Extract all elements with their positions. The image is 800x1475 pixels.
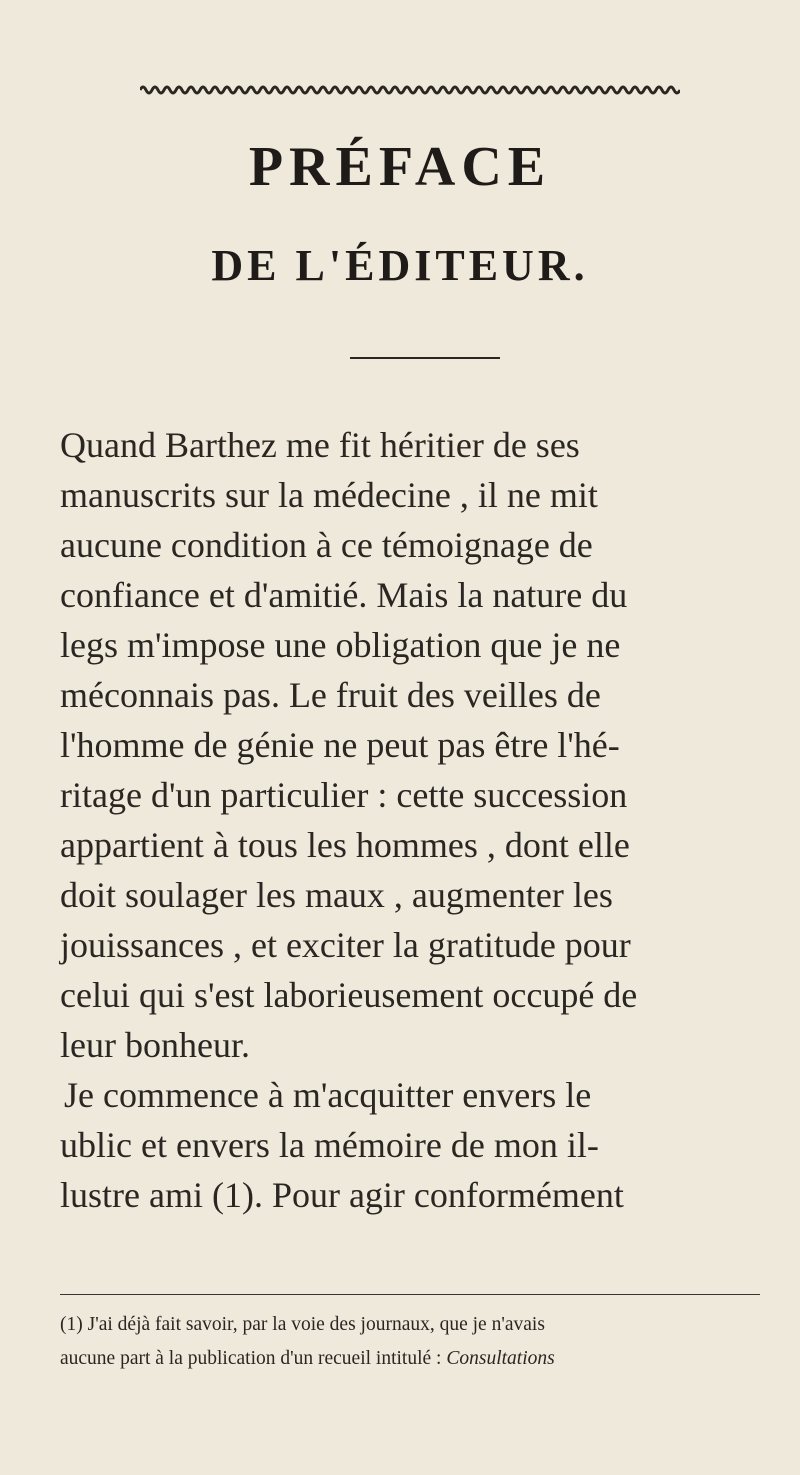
text-line: ritage d'un particulier : cette succession — [60, 775, 628, 815]
text-line: méconnais pas. Le fruit des veilles de — [60, 675, 601, 715]
text-line: legs m'impose une obligation que je ne — [60, 625, 621, 665]
text-line: leur bonheur. — [60, 1025, 250, 1065]
text-line: Je commence à m'acquitter envers le — [64, 1075, 592, 1115]
footnote-line: (1) J'ai déjà fait savoir, par la voie des journaux, que je n'avais — [60, 1314, 545, 1335]
text-line: confiance et d'amitié. Mais la nature du — [60, 575, 628, 615]
editor-subtitle: DE L'ÉDITEUR. — [211, 241, 589, 290]
text-line: jouissances , et exciter la gratitude pour — [60, 925, 631, 965]
text-line: appartient à tous les hommes , dont elle — [60, 825, 630, 865]
text-line: celui qui s'est laborieusement occupé de — [60, 975, 638, 1015]
text-line: ublic et envers la mémoire de mon il- — [60, 1125, 599, 1165]
footnote-rule — [60, 1294, 760, 1295]
preface-title: PRÉFACE — [248, 136, 552, 198]
footnote-line — [60, 1342, 555, 1376]
text-line: Quand Barthez me fit héritier de ses — [60, 425, 580, 465]
title-separator-rule — [350, 357, 500, 359]
footnote-text: aucune part à la publication d'un recueil intitulé : — [60, 1348, 447, 1369]
text-line: doit soulager les maux , augmenter les — [60, 875, 613, 915]
footnote-italic-title: Consultations — [446, 1348, 555, 1369]
text-line: aucune condition à ce témoignage de — [60, 525, 593, 565]
wavy-ornament-band — [140, 84, 680, 96]
text-line: manuscrits sur la médecine , il ne mit — [60, 475, 598, 515]
text-line: l'homme de génie ne peut pas être l'hé- — [60, 725, 620, 765]
text-line: lustre ami (1). Pour agir conformément — [60, 1175, 624, 1215]
